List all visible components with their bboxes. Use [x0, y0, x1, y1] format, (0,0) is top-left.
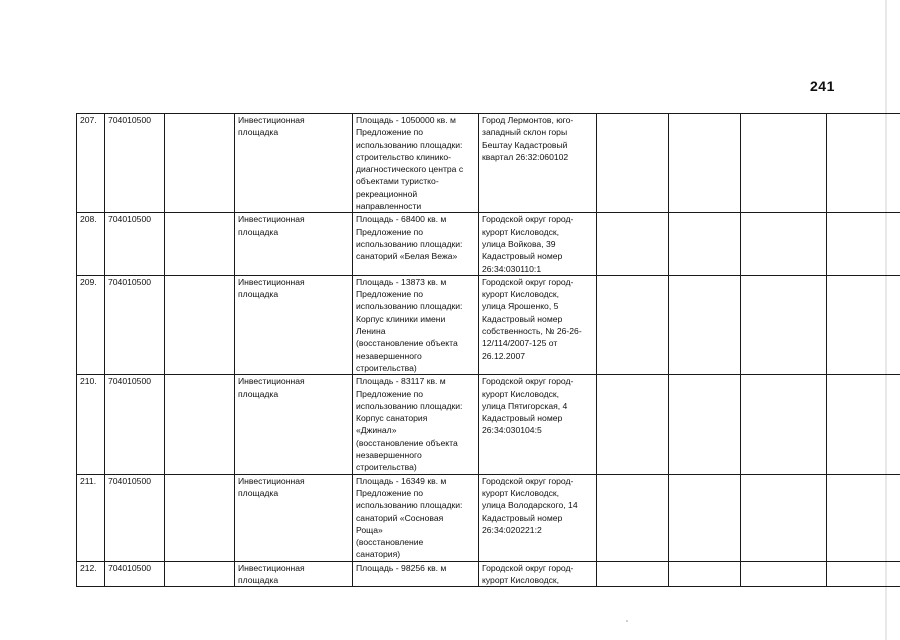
page-number: 241 [810, 78, 835, 94]
table-body [77, 114, 900, 587]
object-description: Площадь - 1050000 кв. м Предложение по использованию площадки: строительство клинико- диагностического центра с объектами туристко- рекреационной направленности [353, 114, 479, 213]
object-description: Площадь - 98256 кв. м [353, 561, 479, 587]
empty-cell [741, 213, 827, 275]
empty-cell [669, 561, 741, 587]
empty-cell [597, 375, 669, 474]
object-type: Инвестиционная площадка [235, 375, 353, 474]
object-type: Инвестиционная площадка [235, 474, 353, 561]
table-row [77, 275, 900, 374]
empty-cell [669, 474, 741, 561]
object-type: Инвестиционная площадка [235, 114, 353, 213]
empty-cell [165, 114, 235, 213]
object-location: Городской округ город- курорт Кисловодск, [479, 561, 597, 587]
empty-cell [827, 375, 900, 474]
object-type: Инвестиционная площадка [235, 561, 353, 587]
object-location: Городской округ город- курорт Кисловодск, улица Ярошенко, 5 Кадастровый номер собственность, № 26-26- 12/114/2007-125 от 26.12.2007 [479, 275, 597, 374]
empty-cell [165, 213, 235, 275]
empty-cell [741, 561, 827, 587]
oktmo-code: 704010500 [105, 213, 165, 275]
empty-cell [827, 474, 900, 561]
empty-cell [669, 275, 741, 374]
empty-cell [165, 375, 235, 474]
object-location: Город Лермонтов, юго- западный склон горы Бештау Кадастровый квартал 26:32:060102 [479, 114, 597, 213]
empty-cell [827, 114, 900, 213]
empty-cell [165, 275, 235, 374]
scan-speck [626, 620, 628, 622]
table-row [77, 474, 900, 561]
empty-cell [669, 213, 741, 275]
empty-cell [165, 561, 235, 587]
empty-cell [827, 275, 900, 374]
oktmo-code: 704010500 [105, 275, 165, 374]
empty-cell [597, 275, 669, 374]
empty-cell [597, 213, 669, 275]
table-row [77, 114, 900, 213]
empty-cell [741, 114, 827, 213]
row-number: 208. [77, 213, 105, 275]
empty-cell [741, 375, 827, 474]
row-number: 210. [77, 375, 105, 474]
object-description: Площадь - 83117 кв. м Предложение по использованию площадки: Корпус санатория «Джинал» (восстановление объекта незавершенного строительства) [353, 375, 479, 474]
oktmo-code: 704010500 [105, 375, 165, 474]
empty-cell [827, 213, 900, 275]
empty-cell [669, 375, 741, 474]
table-row [77, 213, 900, 275]
row-number: 209. [77, 275, 105, 374]
empty-cell [669, 114, 741, 213]
empty-cell [597, 561, 669, 587]
empty-cell [827, 561, 900, 587]
empty-cell [597, 474, 669, 561]
object-type: Инвестиционная площадка [235, 275, 353, 374]
oktmo-code: 704010500 [105, 474, 165, 561]
row-number: 207. [77, 114, 105, 213]
object-description: Площадь - 16349 кв. м Предложение по использованию площадки: санаторий «Сосновая Роща» (восстановление санатория) [353, 474, 479, 561]
object-type: Инвестиционная площадка [235, 213, 353, 275]
object-location: Городской округ город- курорт Кисловодск, улица Войкова, 39 Кадастровый номер 26:34:030110:1 [479, 213, 597, 275]
row-number: 212. [77, 561, 105, 587]
empty-cell [165, 474, 235, 561]
empty-cell [597, 114, 669, 213]
object-description: Площадь - 13873 кв. м Предложение по использованию площадки: Корпус клиники имени Ленина (восстановление объекта незавершенного строительства) [353, 275, 479, 374]
investment-sites-table [76, 113, 900, 587]
oktmo-code: 704010500 [105, 114, 165, 213]
object-location: Городской округ город- курорт Кисловодск, улица Пятигорская, 4 Кадастровый номер 26:34:030104:5 [479, 375, 597, 474]
object-description: Площадь - 68400 кв. м Предложение по использованию площадки: санаторий «Белая Вежа» [353, 213, 479, 275]
row-number: 211. [77, 474, 105, 561]
table-row [77, 561, 900, 587]
empty-cell [741, 275, 827, 374]
table-row [77, 375, 900, 474]
oktmo-code: 704010500 [105, 561, 165, 587]
object-location: Городской округ город- курорт Кисловодск, улица Володарского, 14 Кадастровый номер 26:34:020221:2 [479, 474, 597, 561]
empty-cell [741, 474, 827, 561]
